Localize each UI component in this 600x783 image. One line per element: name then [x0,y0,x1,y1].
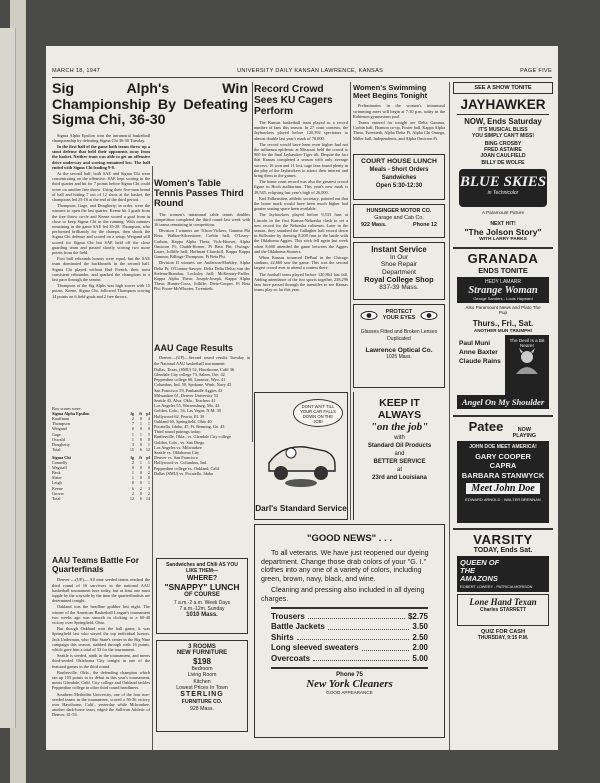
aau-paragraph: But though Oakland won the ball game, it was Springfield last who stayed the top individual honors. Jack Underman, who Ohio State's center in the Big Nine campaign this season, stabbed through with 16 points, which gave him a total of 33 for the tournament. [52,626,150,653]
price-row [261,654,438,665]
goodnews-company: New York Cleaners [306,678,393,691]
varsity-film2: Lone Hand Texan [469,596,537,607]
record-crowd-story [254,82,348,442]
box-total-row: Total 15 6 12 [52,446,150,452]
snappy-l3: "SNAPPY" LUNCH [164,582,240,592]
price-value: 2.00 [412,643,428,653]
main-paragraph: In the first half of the game both teams threw up a stout defense that held their opponents away from the basket. Neither team was able to get an offensive drive underway and scoring remained low. The half ended with Sigma Chi leading 9-8. [52,143,150,170]
aau-paragraph: Seattle is seeded, ninth in the tournament, and meets third-seeded Oklahoma City tonight in one of the featured games in the third round. [52,653,150,669]
next-hit: NEXT HIT! [490,220,516,227]
court-l2: Sandwiches [381,175,417,181]
result-line: Oakland 60, Springfield, Ohio 40 [154,418,212,424]
goodnews-tagline: GOOD APPEARANCE [326,690,373,696]
jayhawker-l1: IT'S MUSICAL BLISS [478,127,528,133]
snappy-l6: 7 a.m.-12m. Sunday [179,606,225,612]
granada-plus: Also Paramount News and Plato The Pup [465,304,541,316]
royal-l5: Royal College Shop [364,275,434,285]
hunsinger-l3: Phone 12 [413,222,437,228]
eye-right-icon [420,311,438,320]
strange-woman-block [457,277,549,303]
result-line: Los Angeles vs. Milwaukee [154,444,202,450]
record-paragraph: The football team played before 120,864 last fall. Adding attendance of the two sports together, 238,296 fans have passed through the turnstiles to see Kansas teams play so far this year. [254,271,348,293]
price-row [261,612,438,623]
main-headline: Sig Alph's Win Championship By Defeating Sigma Chi, 36-30 [52,81,248,128]
main-paragraph: Sigma Alpha Epsilon won the intramural basketball championship by defeating Sigma Chi 36-30 Tuesday. [52,132,150,143]
aau-story [52,554,150,750]
royal-l1: Instant Service [371,245,427,254]
snappy-l5: 7 a.m.-2 a.m. Week Days [173,600,231,606]
sterling-l4: Bedroom [191,665,213,672]
record-paragraph: The Kansas basketball team played to a record number of fans this season. In 27 court contests, the Jayhawkers played before 120,392 spectators to almost double last year's mark of 70,000. [254,120,348,141]
patee-name: Patee [468,418,504,434]
varsity-name: VARSITY [473,531,533,547]
hunsinger-l2: 922 Mass. [361,222,387,228]
granada-another: ANOTHER MUN TRIUMPH! [473,327,533,333]
aau-paragraph: Southern Methodist University, one of the four non-seeded teams in the tournament, scored a 56-36 victory over Hawthorne, Calif., yesterday while Milwaukee, another dark-horse team, edged the Sullivan Athletic of Denver, 61-53. [52,691,150,718]
column-rule-2 [252,82,253,442]
tt-paragraph: The women's intramural table tennis doubles competition completed the third round last week with 16 teams remaining in competition. [154,211,250,228]
result-line: Glendale City college 73, Salem, Ore. 42 [154,372,225,378]
snappy-l1: Sandwiches and Chili AS YOU LIKE THEM— [166,562,238,574]
column-rule [152,166,153,750]
varsity-film2cast: Charles STARRETT [479,606,527,613]
box-row: Oswald 1 0 0 [52,436,150,442]
price-list [261,612,438,665]
price-row [261,622,438,633]
jayhawker-l2: YOU SIMPLY CAN'T MISS! [471,133,535,139]
main-paragraph: First half rebounds honors were equal, but the SAE team dominated the backboards in the second half. Sigma Chi played without Bud French, their most consistent rebounder, and sparked the champions to a fast pace through the season. [52,256,150,282]
movies-column [453,82,553,746]
optical-l2: Lawrence Optical Co. [365,346,433,354]
results-headline: AAU Cage Results [154,343,234,353]
bs-studio: A Paramount Picture [481,209,525,215]
patee-cast-member: CAPRA [489,461,517,471]
result-line: Golden, Colo., 54, Las Vegas, N.M. 30 [154,408,221,414]
torn-clipping-strip [0,28,16,728]
record-paragraph: The record would have been even higher had not the influenza epidemic at Missouri held the crowd to 900 for the final Jayhawker-Tiger tilt. Despite the fact that Kansas completed a season with only average success, 16 won and 11 lost, cage fans found plenty in the play of the Jayhawkers to attract their interest and bring them to the games. [254,141,348,179]
result-line: Hollywood 62, Peoria, Ill. 39 [154,413,205,419]
sterling-l9: FURNITURE CO. [181,699,223,706]
header-paper: UNIVERSITY DAILY KANSAN LAWRENCE, KANSAS [237,68,384,74]
result-line: Seattle vs. Oklahoma City [154,450,200,456]
keep-l6: BETTER SERVICE [373,459,426,465]
varsity-quiz2: THURSDAY, 9:15 P.M. [477,634,529,641]
snappy-l4: OF COURSE [184,592,220,598]
granada-cast-member: Paul Muni [459,339,491,347]
patee-cast-member: BARBARA STANWYCK [461,470,545,480]
next-sub: WITH LARRY PARKS [479,236,527,242]
granada-cast-member: Anne Baxter [459,348,498,356]
optical-title: PROTECT YOUR EYES [382,309,416,322]
box-row: Keene 6 2 3 [52,485,150,491]
box-row: Connelly 2 1 1 [52,460,150,466]
granada-thurs: Thurs., Fri., Sat. [472,318,534,328]
devil-poster [505,335,549,395]
results-intro: Denver—(UP)—Second round results Tuesday in the National AAU basketball tournament: [154,355,250,366]
box-row: Dougherty 3 0 1 [52,441,150,447]
page-header [52,68,552,78]
box-row: Wagstaff 0 0 0 [52,465,150,471]
meet-john-doe-poster [457,441,549,523]
jayhawker-cast-member: FRED ASTAIRE [484,147,522,154]
royal-l4: Department [382,268,416,276]
result-line: Seattle 43, Alva, Okla., Teachers 41 [154,398,216,404]
granada-ends: ENDS TONITE [478,265,528,275]
hunsinger-l1: Garage and Cab Co. [374,215,424,221]
goodnews-divider [271,607,428,609]
lone-hand-texan-poster [457,594,549,626]
record-paragraph: When Kansas trounced DePaul in the Chicago stadium, 22,660 saw the game. This was the second largest crowd ever to attend a contest there. [254,255,348,271]
jayhawker-cast-member: BING CROSBY [484,141,522,147]
column-rule-3 [350,82,351,520]
swim-paragraph: Preliminaries in the women's intramural swimming meet will begin at 7:30 p.m. today in the Robinson gymnasium pool. [353,103,445,119]
aau-paragraph: Bartlesville, Okla., the defending champion which ran up 103 points in its debut in this year's tournament, meets Glendale, Calif. City college and Oakland tackles Pepperdine college in other third round headliners. [52,669,150,691]
keep-l7: at [396,467,402,473]
result-line: Third round pairings today: [154,429,202,435]
goodnews-title: "GOOD NEWS" . . . [306,533,392,544]
header-date: MARCH 18, 1947 [52,68,101,74]
record-paragraph: Earl Falkenstien, athletic secretary, pointed out that the home mark would have been much higher had greater seating space been available. [254,195,348,212]
sterling-l5: Living Room [187,672,217,679]
price-value: 3.50 [412,622,428,632]
result-line: Dallas, Texas, (SMU) 52, Hawthorne, Calif 36 [154,366,235,372]
box-row: Beck 1 0 2 [52,470,150,476]
darls-standard-ad [254,392,348,520]
sterling-furniture-ad [156,640,248,732]
price-value: 5.00 [412,653,428,663]
result-line: Denver vs. San Francisco [154,455,198,461]
result-line: Bartlesville, Okla., vs. Glendale City college [154,434,231,440]
goodnews-body2: Cleaning and pressing also included in all dyeing charges. [261,586,425,603]
optical-l3: 1025 Mass. [386,354,412,361]
jayhawker-now: NOW, Ends Saturday [464,117,542,126]
bs-sub: in Technicolor [487,189,519,196]
royal-l6: 837-39 Mass. [379,283,419,291]
darl-bubble: DONT WAIT TILL YOUR CAR FALLS DOWN ON THE JOB! [293,399,343,427]
granada-film: Strange Woman [468,284,538,296]
box-row: Slater 1 0 0 [52,475,150,481]
darl-name: Darl's Standard Service [255,504,347,513]
newspaper-page [46,46,558,750]
snappy-l2: WHERE? [186,575,218,582]
royal-college-shop-ad [353,242,445,300]
box-row: Thompson 7 1 1 [52,421,150,427]
result-line: Pocatello, Idaho, 47, Ft. Benning, Ga. 43 [154,424,225,430]
goodnews-divider-2 [271,667,428,669]
main-paragraph: Thompson of the Sig Alphs was high scorer with 15 points. Keene, Sigma Chi, followed Thompson scoring 14 points on 6 field goals and 2 free throws. [52,283,150,299]
jayhawker-cast-member: BILLY DE WOLFE [481,159,525,166]
keep-l8: 23rd and Louisiana [372,475,427,481]
blue-skies-logo [459,169,547,207]
result-line: Columbus, Ind. 50, Spokane, Wash. Navy 45 [154,382,232,388]
box-total-row: Total 12 6 14 [52,495,150,501]
result-line: Pepperdine college 66, Laramie, Wyo. 41 [154,377,226,383]
keep-l4: Standard Oil Products [367,443,432,449]
jayhawker-name: JAYHAWKER [460,97,546,112]
varsity-film1: QUEEN OF THE AMAZONS [460,557,500,583]
optical-l1: Glasses Fitted and Broken Lenses Duplicated [360,329,438,342]
keep-l3: with [394,435,405,441]
varsity-ends: TODAY, Ends Sat. [473,546,533,554]
man-under-car-icon [261,433,341,493]
box-row: Kauffman 2 0 4 [52,416,150,422]
box-row: Gage 1 1 5 [52,431,150,437]
royal-l3: Shoe Repair [380,261,418,269]
sterling-l10: 928 Mass. [190,705,214,712]
aau-headline: AAU Teams Battle For Quarterfinals [52,555,139,575]
sterling-l6: Kitchen [193,678,211,685]
royal-l2: In Our [389,253,409,261]
price-item: Long sleeved sweaters [271,643,359,653]
keep-it-always-ad [353,392,445,520]
record-paragraph: The Jayhawkers played before 9,533 fans at Lincoln in the first Kansas-Nebraska clash to set a new record for the Nebraska coliseum. Later in the season, they smashed the Gallagher hall record down in Stillwater by drawing 8,200 fans to the battle with the Oklahoma Aggies. This stick fell again last week when 8,600 attended the game between the Aggies and the Oklahoma Sooners. [254,212,348,254]
price-item: Battle Jackets [271,622,325,632]
aau-paragraph: Oakland was the headline grabber last night. The winner of the American Basketball League's tournament two weeks ago was smooth in clicking to a 60-40 victory over Springfield, Ohio. [52,604,150,626]
eye-left-icon [360,311,378,320]
main-paragraph: At the second half, both SAE and Sigma Chi were concentrating on the offensive. SAE kept scoring in the third quarter and hit for 7 points before Sigma Chi could score on another free throw. Using their five-man brand of ball and hitting 7 out of 12 shots at the basket, the champions led 25-16 at the end of the third period. [52,170,150,202]
bs-title: BLUE SKIES [459,173,547,190]
jayhawker-cast-member: JOAN CAULFIELD [480,153,526,160]
court-l1: Meals - Short Orders [369,167,429,173]
patee-cast-member: GARY COOPER [475,452,531,462]
goodnews-body: To all veterans. We have just reopened our dyeing department. Change those drab colors of your "G. I." clothes into any one of a variety of colors, including green, brown, navy, black, and wine. [261,549,429,583]
hunsinger-title: HUNSINGER MOTOR CO. [366,208,432,214]
next-title: "The Jolson Story" [464,226,542,237]
granada-cast-member: Claude Rains [459,357,501,365]
box-row: Weigand 0 0 0 [52,426,150,432]
box-label: Box scores were: [52,406,82,411]
sae-box-table [52,411,150,452]
price-row [261,643,438,654]
snappy-lunch-ad [156,558,248,634]
price-item: Trousers [271,611,305,621]
main-paragraph: Thompson, Gage, and Dougherty, in order, were the winners to open the last quarter. Keene hit 3 goals from the free throw circle and Keene scored a goal from in close to keep Sigma Chi in the running. With minutes remaining in the game SAE led 35-28. Thompson, who performed brilliantly for the champs, then shook the Sigma Chi defense and scored on a setup. Weigand still scored for Sigma Chi but SAE held off the close guarding team and passed shortly scoring two more points from the field. [52,203,150,255]
price-item: Shirts [271,632,294,642]
sterling-l1: 3 ROOMS [188,644,216,650]
box-header-row: Sigma Alpha Epsilon fg ft pf [52,411,150,417]
granada-star: HEDY LAMARR [484,278,522,285]
record-headline: Record Crowd Sees KU Cagers Perform [254,84,333,117]
tt-headline: Women's Table Tennis Passes Third Round [154,178,244,209]
varsity-film1cast: ROBERT LOWERY - PATRICIA MORISON [460,584,533,589]
price-value: $2.75 [407,611,428,621]
keep-l5: and [394,451,405,457]
tt-paragraph: Division II winners are Anderson-Markley, Alpha Delta Pi; O'Connor-Sawyer, Delta Delta Delta; van der Sielenn-Brandau, Locksley hall; McKenney-Fadler, Kappa Alpha Theta; Joseph-Joseph, Kappa Alpha Theta; Hunter-Cross, Jolliffe; Dietz-Cooper, Pi Beta Phi; Poore-McWhorter, Twentieth. [154,260,250,292]
sigma-chi-box-table [52,455,150,501]
price-item: Overcoats [271,653,311,663]
keep-l2: "on the job" [370,421,429,433]
result-line: San Francisco 59, Panhandle Aggies 43 [154,387,223,393]
swim-paragraph: Teams entered for tonight are Delta Gamma, Corbin hall, Harmon co-op, Foster hall, Kappa Alpha Theta, Twentieth, Alpha Delta Pi, Alpha Chi Omega, Miller hall, Independents, and Alpha Omicron Pi. [353,120,445,141]
result-line: Pepperdine college vs. Oakland, Calif. [154,465,221,471]
tt-paragraph: Division I winners are Tilson-Vickers, Gamma Phi Beta; Walker-Silverstone, Corbin hall; O'Leary-Carlson, Kappa Alpha Theta; Vick-Hoover, Alpha Omicron Pi; Chubb-Horner, Pi Beta Phi; Owings-Lauer, Jolliffe hall; Hoffman-Churchill, Kappa Kappa Gamma; Billings-Thompson, Pi Beta Phi. [154,228,250,260]
box-row: Leigh 0 0 1 [52,480,150,486]
box-row: Grover 2 0 2 [52,490,150,496]
varsity-quiz: QUIZ FOR CASH [480,628,526,635]
box-scores [52,406,150,566]
hunsinger-ad [353,204,445,238]
aau-paragraph: Denver —(UP)— All nine seeded teams reached the third round of 16 survivors in the national AAU basketball tournament here today, but at least one must topple by the wayside by the time the quarterfinalists are determined tonight. [52,577,150,604]
granada-film2b: The Devil Is a Bit Nearer [509,337,545,349]
header-page: PAGE FIVE [520,68,552,74]
result-line: Hollywood vs. Columbus, Ind. [154,460,207,466]
result-line: Dallas (SMU) vs. Pocatello, Idaho [154,470,214,476]
devil-figure-icon [512,348,542,374]
patee-now: NOW PLAYING [512,426,537,439]
see-show: SEE A SHOW TONITE [453,82,553,94]
patee-film: Meet John Doe [466,483,540,494]
patee-top: JOHN DOE MEET AMERICA! [469,443,537,450]
amazons-poster [457,556,549,592]
snappy-l7: 1010 Mass. [186,612,218,618]
sterling-l3: $198 [193,656,211,666]
court-house-ad [353,154,445,200]
court-l3: Open 5:30-12:30 [375,183,423,189]
good-news-ad [254,524,445,738]
swim-headline: Women's Swimming Meet Begins Tonight [353,83,428,101]
granada-costars: George Sanders - Louis Hayward [473,295,533,301]
record-paragraph: The home court record was also the greatest crowd figure in Hoch auditorium. This year's new mark is 29,545, eclipsing last year's high of 26,000. [254,179,348,195]
price-row [261,633,438,644]
sterling-l8: STERLING [180,691,224,699]
price-value: 2.50 [412,632,428,642]
result-line: Los Angeles 55, Warrensburg, Mo. 43 [154,403,220,409]
result-line: Milwaukee 61, Denver University 53 [154,392,219,398]
patee-cast2: EDWARD ARNOLD - WALTER BRENNAN [465,497,541,503]
sterling-l2: NEW FURNITURE [176,650,228,657]
result-line: Golden, Colo., vs. San Diego [154,439,205,445]
aau-results [154,342,250,554]
goodnews-phone: Phone 75 [336,672,363,679]
granada-film2: Angel On My Shoulder [457,395,549,409]
sterling-l7: Lowest Prices In Town [176,685,228,692]
lawrence-optical-ad [353,304,445,388]
keep-l1: KEEP IT ALWAYS [377,397,422,421]
box-header-row: Sigma Chi fg ft pf [52,454,150,460]
granada-name: GRANADA [467,250,539,266]
court-title: COURT HOUSE LUNCH [361,158,437,165]
column-rule-4 [449,82,450,750]
